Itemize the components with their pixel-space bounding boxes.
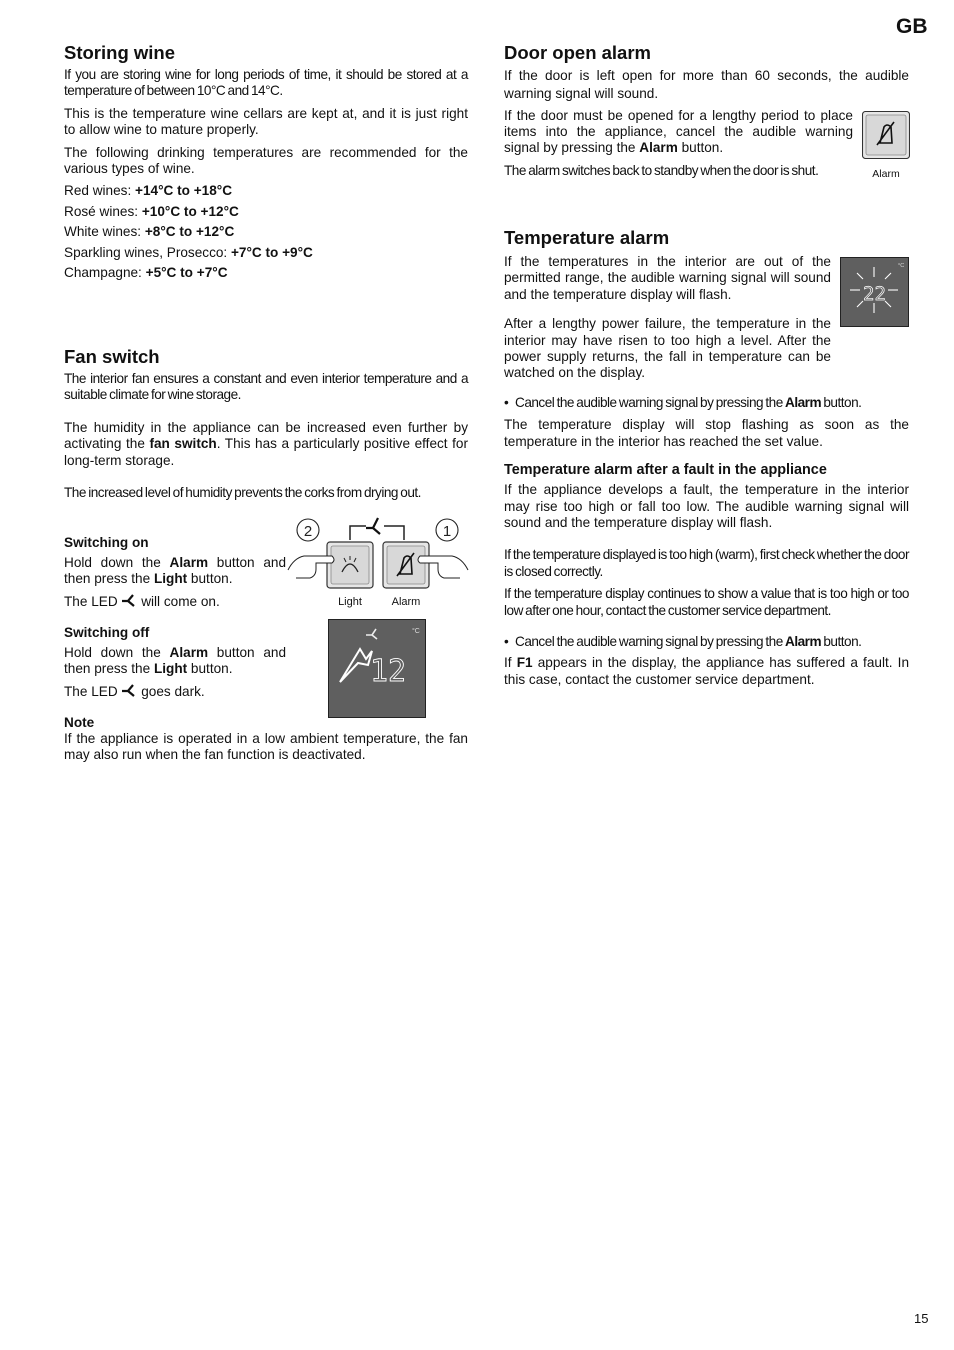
fan-switch-button-figure	[286, 512, 470, 612]
temperature-alarm-p2: After a lengthy power failure, the temperature in the interior may have risen to too high a level. After the power supply returns, the fall in temperature can be watched on the display.	[504, 316, 831, 381]
temperature-alarm-p1: If the temperatures in the interior are out of the permitted range, the audible warning signal will sound and the temperature display will flash.	[504, 254, 831, 302]
door-alarm-p1: If the door is left open for more than 60 seconds, the audible warning signal will sound.	[504, 68, 909, 101]
storing-wine-p1: If you are storing wine for long periods of time, it should be stored at a temperature of between 10°C and 14°C.	[64, 67, 468, 99]
switching-off-title: Switching off	[64, 625, 150, 640]
temperature-display-figure	[840, 257, 909, 327]
storing-wine-title: Storing wine	[64, 42, 175, 63]
display-unit: °C	[898, 263, 905, 269]
cancel-bullet-2: • Cancel the audible warning signal by pressing the Alarm button.	[504, 634, 862, 650]
fan-switch-section	[64, 346, 468, 501]
door-alarm-body	[504, 108, 853, 179]
fault-p4: If F1 appears in the display, the appliance has suffered a fault. In this case, contact the customer service department.	[504, 655, 909, 687]
fan-switch-p3: The increased level of humidity prevents the corks from drying out.	[64, 485, 421, 501]
temperature-alarm-bottom	[504, 395, 909, 688]
storing-wine-p2: This is the temperature wine cellars are kept at, and it is just right to allow wine to mature properly.	[64, 105, 468, 138]
wine-temp-item: Champagne: +5°C to +7°C	[64, 265, 228, 281]
cancel-bullet-1: • Cancel the audible warning signal by pressing the Alarm button.	[504, 395, 862, 410]
svg-text:2: 2	[303, 523, 313, 540]
switching-on-led: The LED will come on.	[64, 593, 220, 609]
storing-wine-p3: The following drinking temperatures are recommended for the various types of wine.	[64, 144, 468, 177]
page-number: 15	[914, 1311, 929, 1326]
wine-temp-list	[64, 183, 468, 286]
door-alarm-p3: The alarm switches back to standby when the door is shut.	[504, 163, 819, 178]
switching-on-text: Hold down the Alarm button and then press the Light button.	[64, 555, 287, 587]
switching-off-text: Hold down the Alarm button and then press the Light button.	[64, 645, 287, 677]
switching-on-title: Switching on	[64, 535, 149, 550]
alarm-button	[383, 542, 429, 588]
language-code: GB	[896, 15, 928, 38]
note-title: Note	[64, 715, 95, 730]
temperature-alarm-p3: The temperature display will stop flashing as soon as the temperature in the interior has reached the set value.	[504, 417, 909, 449]
switching-on-block	[64, 534, 286, 610]
fan-display-figure	[328, 619, 426, 718]
wine-temp-item: Sparkling wines, Prosecco: +7°C to +9°C	[64, 244, 313, 260]
alarm-label: Alarm	[391, 596, 421, 608]
svg-text:1: 1	[442, 523, 452, 540]
fan-icon	[366, 518, 380, 534]
fault-p2: If the temperature displayed is too high (warm), first check whether the door is closed correctly.	[504, 547, 909, 579]
note-text: If the appliance is operated in a low ambient temperature, the fan may also run when the fan function is deactivated.	[64, 731, 468, 763]
fan-note	[64, 714, 468, 764]
temperature-alarm-section	[504, 227, 909, 249]
step-2-marker	[297, 519, 319, 541]
fan-led-icon	[121, 683, 137, 697]
door-alarm-button-figure	[862, 111, 910, 159]
door-alarm-title: Door open alarm	[504, 42, 651, 63]
wine-temp-item: White wines: +8°C to +12°C	[64, 224, 235, 240]
fan-switch-p1: The interior fan ensures a constant and even interior temperature and a suitable climate for wine storage.	[64, 371, 468, 403]
wine-temp-item: Rosé wines: +10°C to +12°C	[64, 203, 239, 219]
wine-temp-item: Red wines: +14°C to +18°C	[64, 183, 233, 199]
bracket-line	[350, 526, 404, 540]
temperature-alarm-title: Temperature alarm	[504, 227, 670, 248]
fault-title: Temperature alarm after a fault in the appliance	[504, 462, 827, 479]
step-1-marker	[436, 519, 458, 541]
display-unit: °C	[412, 628, 420, 635]
light-label: Light	[338, 596, 362, 608]
fault-p1: If the appliance develops a fault, the temperature in the interior may rise too high or fall too low. The audible warning signal will sound and the temperature display will flash.	[504, 482, 909, 531]
display-value: 12	[370, 654, 407, 689]
light-button	[327, 542, 373, 588]
switching-off-block	[64, 624, 286, 700]
fan-switch-p2: The humidity in the appliance can be increased even further by activating the fan switch. This has a particularly positive effect for long-term storage.	[64, 419, 469, 468]
fan-switch-title: Fan switch	[64, 346, 160, 367]
fan-led-icon	[121, 593, 137, 607]
door-alarm-section	[504, 42, 909, 103]
switching-off-led: The LED goes dark.	[64, 683, 205, 699]
door-alarm-p2: If the door must be opened for a lengthy period to place items into the appliance, cancel the audible warning signal by pressing the Alarm button.	[504, 108, 853, 155]
display-value: 22	[863, 283, 886, 305]
fault-p3: If the temperature display continues to show a value that is too high or too low after one hour, contact the customer service department.	[504, 586, 909, 618]
storing-wine-section	[64, 42, 468, 286]
temperature-alarm-body	[504, 254, 831, 382]
door-alarm-icon-label: Alarm	[872, 168, 900, 180]
